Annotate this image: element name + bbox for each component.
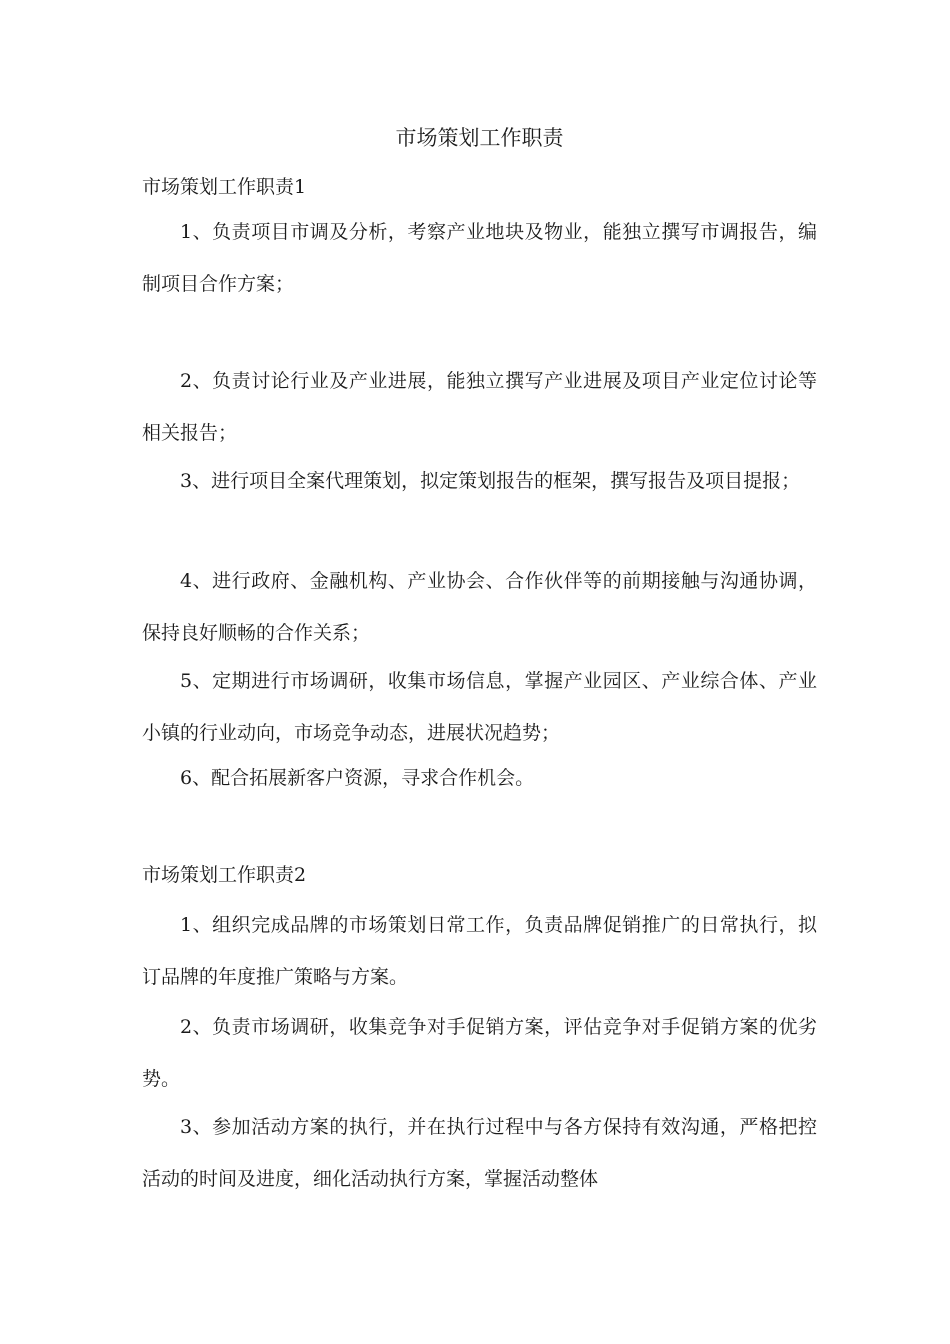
section-heading: 市场策划工作职责2 <box>142 864 307 886</box>
list-item: 2、负责讨论行业及产业进展，能独立撰写产业进展及项目产业定位讨论等相关报告； <box>142 370 817 444</box>
list-item: 5、定期进行市场调研，收集市场信息，掌握产业园区、产业综合体、产业小镇的行业动向，市场竞争动态，进展状况趋势； <box>142 670 817 744</box>
list-item: 1、负责项目市调及分析，考察产业地块及物业，能独立撰写市调报告，编制项目合作方案； <box>142 221 817 295</box>
list-item: 6、配合拓展新客户资源，寻求合作机会。 <box>180 767 535 789</box>
list-item: 3、进行项目全案代理策划，拟定策划报告的框架，撰写报告及项目提报； <box>180 470 801 492</box>
list-item: 4、进行政府、金融机构、产业协会、合作伙伴等的前期接触与沟通协调，保持良好顺畅的合作关系； <box>142 570 817 644</box>
list-item: 2、负责市场调研，收集竞争对手促销方案，评估竞争对手促销方案的优劣势。 <box>142 1016 817 1090</box>
document-title: 市场策划工作职责 <box>395 126 564 150</box>
list-item: 3、参加活动方案的执行，并在执行过程中与各方保持有效沟通，严格把控活动的时间及进度，细化活动执行方案，掌握活动整体 <box>142 1116 817 1190</box>
section-heading: 市场策划工作职责1 <box>142 176 307 198</box>
list-item: 1、组织完成品牌的市场策划日常工作，负责品牌促销推广的日常执行，拟订品牌的年度推广策略与方案。 <box>142 914 817 988</box>
